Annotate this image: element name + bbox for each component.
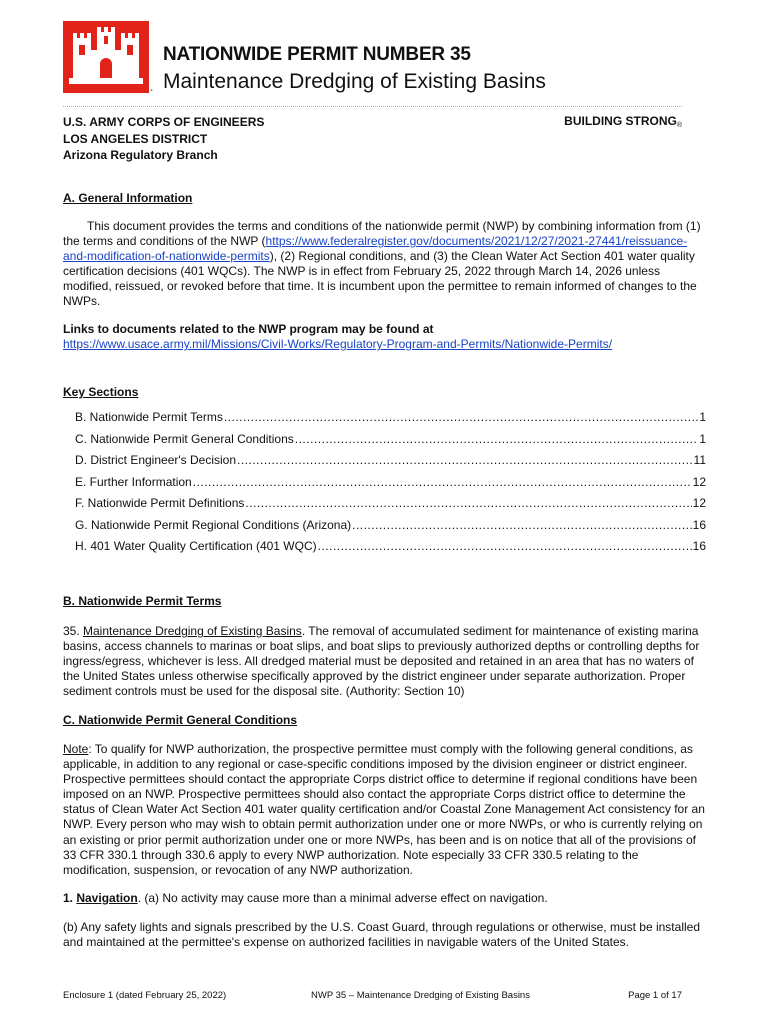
general-info-paragraph	[63, 219, 706, 310]
table-of-contents	[75, 410, 706, 561]
document-subtitle: Maintenance Dredging of Existing Basins	[163, 70, 546, 93]
navigation-condition-a	[63, 891, 706, 906]
toc-item[interactable]	[75, 518, 706, 540]
navigation-condition-b	[63, 920, 706, 950]
toc-page-number: 11	[693, 453, 706, 467]
toc-item[interactable]	[75, 539, 706, 561]
toc-leader	[352, 518, 692, 532]
toc-item[interactable]	[75, 432, 706, 454]
condition-number: 1.	[63, 891, 77, 905]
usace-castle-logo	[63, 21, 149, 93]
general-info-text-2: ), (2) Regional conditions, and (3) the Clean Water Act Section 401 water quality certification decisions (401 WQCs). The NWP is in effect from February 25, 2022 through March 14, 2026 unless modified, reissued, or revoked before that time. It is incumbent upon the permittee to remain informed of changes to the NWPs.	[63, 249, 697, 309]
document-title: NATIONWIDE PERMIT NUMBER 35	[163, 44, 471, 65]
nwp-term-name: Maintenance Dredging of Existing Basins	[83, 624, 302, 638]
toc-page-number: 12	[692, 496, 706, 510]
toc-leader	[193, 475, 692, 489]
general-info-text-1: This document provides the terms and conditions of the nationwide permit (NWP) by combining information from (1) the terms and conditions of the NWP (	[63, 219, 701, 249]
motto	[564, 114, 682, 129]
nwp-program-link[interactable]: https://www.usace.army.mil/Missions/Civil-Works/Regulatory-Program-and-Permits/Nationwide-Permits/	[63, 337, 613, 352]
section-c-heading: C. Nationwide Permit General Conditions	[63, 713, 298, 727]
toc-leader	[245, 496, 691, 510]
footer-page-number: Page 1 of 17	[628, 990, 682, 1001]
toc-item-label: D. District Engineer's Decision	[75, 453, 237, 467]
title-bullet-mark: ˎ	[150, 80, 154, 92]
condition-name: Navigation	[76, 891, 138, 905]
toc-leader	[295, 432, 699, 446]
nwp-term-body: . The removal of accumulated sediment for maintenance of existing marina basins, access channels to marinas or boat slips, and boat slips to previously authorized depths or controlling depths for ingress/egress, whichever is less. All dredged material must be deposited and retained in an area that has no waters of the United States unless otherwise specifically approved by the district engineer under separate authorization. Proper sediment controls must be used for the disposal site. (Authority: Section 10)	[63, 624, 700, 699]
toc-item[interactable]	[75, 410, 706, 432]
organization-block	[63, 114, 264, 164]
header-divider	[63, 106, 682, 107]
branch-name: Arizona Regulatory Branch	[63, 148, 218, 162]
links-label: Links to documents related to the NWP program may be found at	[63, 322, 434, 336]
toc-item-label: E. Further Information	[75, 474, 192, 489]
section-b-heading: B. Nationwide Permit Terms	[63, 594, 222, 608]
condition-b-text: (b) Any safety lights and signals prescribed by the U.S. Coast Guard, through regulations or otherwise, must be installed and maintained at the permittee's expense on authorized facilities in navigable waters of the United States.	[63, 920, 700, 950]
district-name: LOS ANGELES DISTRICT	[63, 131, 208, 146]
note-label: Note	[63, 742, 89, 756]
toc-item[interactable]	[75, 453, 706, 475]
toc-item-label: F. Nationwide Permit Definitions	[75, 496, 245, 510]
toc-item[interactable]	[75, 496, 706, 518]
toc-item[interactable]	[75, 475, 706, 497]
toc-page-number: 12	[692, 474, 706, 489]
federal-register-link[interactable]: https://www.federalregister.gov/documents/2021/12/27/2021-27441/reissuance-and-modification-of-nationwide-permits	[63, 234, 688, 264]
toc-page-number: 16	[692, 539, 706, 553]
toc-leader	[237, 453, 693, 467]
links-paragraph	[63, 322, 706, 352]
org-name: U.S. ARMY CORPS OF ENGINEERS	[63, 115, 265, 129]
condition-a-text: . (a) No activity may cause more than a minimal adverse effect on navigation.	[137, 891, 548, 905]
footer-document-name: NWP 35 – Maintenance Dredging of Existing Basins	[311, 990, 530, 1001]
toc-item-label: C. Nationwide Permit General Conditions	[75, 431, 294, 446]
toc-leader	[224, 410, 698, 424]
section-a-heading: A. General Information	[63, 191, 193, 205]
key-sections-heading: Key Sections	[63, 385, 139, 399]
note-body: : To qualify for NWP authorization, the prospective permittee must comply with the following general conditions, as applicable, in addition to any regional or case-specific conditions imposed by the division engineer or district engineer. Prospective permittees should contact the appropriate Corps district office to determine if regional conditions have been imposed on an NWP. Prospective permittees should also contact the appropriate Corps district office to determine the status of Clean Water Act Section 401 water quality certification and/or Coastal Zone Management Act consistency for an NWP. Every person who may wish to obtain permit authorization under one or more NWPs, or who is currently relying on an existing or prior permit authorization under one or more NWPs, has been and is on notice that all of the provisions of 33 CFR 330.1 through 330.6 apply to every NWP authorization. Note especially 33 CFR 330.5 relating to the modification, suspension, or revocation of any NWP authorization.	[63, 742, 705, 877]
toc-item-label: B. Nationwide Permit Terms	[75, 410, 223, 424]
toc-page-number: 16	[692, 517, 706, 532]
toc-item-label: H. 401 Water Quality Certification (401 WQC)	[75, 539, 317, 553]
toc-item-label: G. Nationwide Permit Regional Conditions (Arizona)	[75, 517, 352, 532]
registered-mark: ®	[676, 122, 682, 129]
footer-enclosure: Enclosure 1 (dated February 25, 2022)	[63, 990, 227, 1001]
toc-page-number: 1	[699, 410, 706, 424]
toc-page-number: 1	[699, 431, 706, 446]
toc-leader	[318, 539, 692, 553]
nwp-35-terms-paragraph	[63, 624, 706, 699]
motto-text: BUILDING STRONG	[564, 114, 677, 128]
general-conditions-note	[63, 742, 706, 878]
nwp-number: 35.	[63, 624, 84, 638]
